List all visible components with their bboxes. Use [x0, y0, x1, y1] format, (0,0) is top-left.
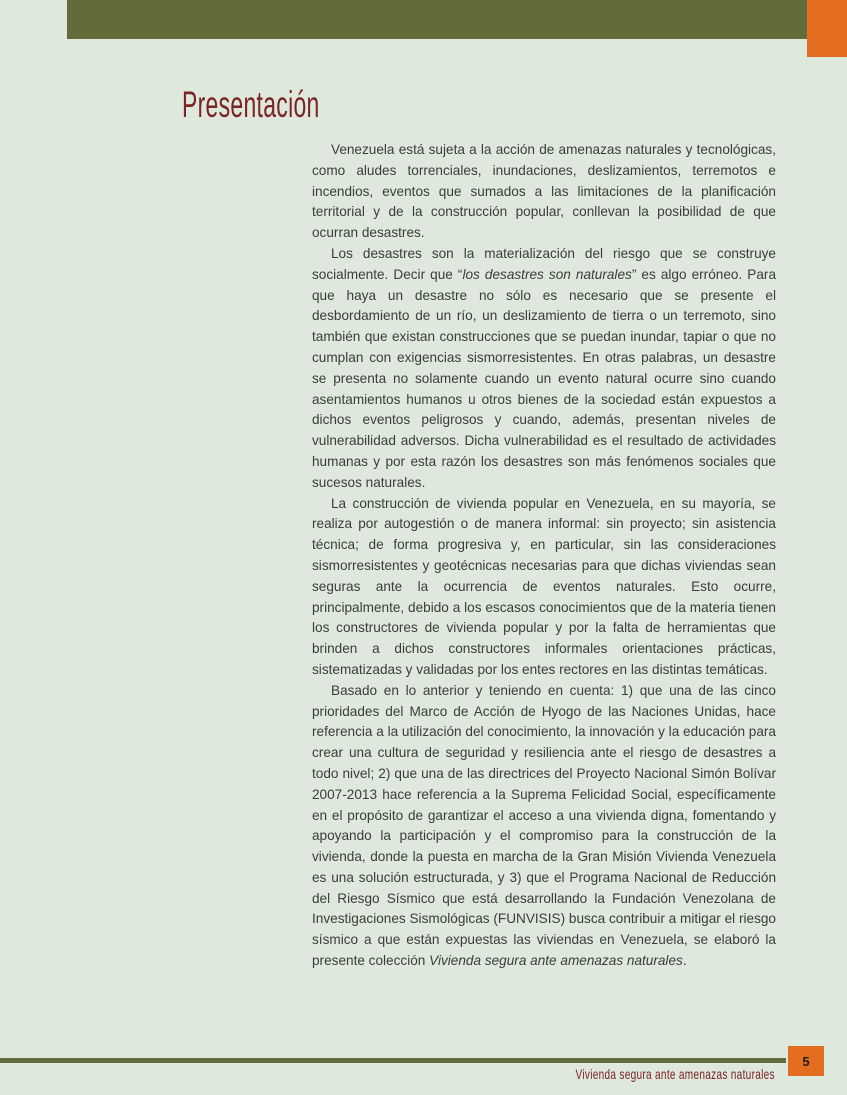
paragraph: La construcción de vivienda popular en Venezuela, en su mayoría, se realiza por autogestión o de manera informal: sin proyecto; sin asistencia técnica; de forma progresiva y, en particular, sin las consideraciones sismorresistentes y geotécnicas necesarias para que dichas viviendas sean seguras ante la ocurrencia de eventos naturales. Esto ocurre, principalmente, debido a los escasos conocimientos que de la materia tienen los constructores de vivienda popular y por la falta de herramientas que brinden a dichos constructores informales orientaciones prácticas, sistematizadas y validadas por los entes rectores en las distintas temáticas.: [312, 495, 776, 677]
footer-title: Vivienda segura ante amenazas naturales: [575, 1066, 775, 1082]
body-text: [312, 140, 776, 972]
paragraph: Basado en lo anterior y teniendo en cuenta: 1) que una de las cinco prioridades del Marco de Acción de Hyogo de las Naciones Unidas, hace referencia a la utilización del conocimiento, la innovación y la educación para crear una cultura de seguridad y resiliencia ante el riesgo de desastres a todo nivel; 2) que una de las directrices del Proyecto Nacional Simón Bolívar 2007-2013 hace referencia a la Suprema Felicidad Social, específicamente en el propósito de garantizar el acceso a una vivienda digna, fomentando y apoyando la participación y el compromiso para la construcción de la vivienda, donde la puesta en marcha de la Gran Misión Vivienda Venezuela es una solución estructurada, y 3) que el Programa Nacional de Reducción del Riesgo Sísmico que está desarrollando la Fundación Venezolana de Investigaciones Sismológicas (FUNVISIS) busca contribuir a mitigar el riesgo sísmico a que están expuestas las viviendas en Venezuela, se elaboró la presente colección Vivienda segura ante amenazas naturales.: [312, 682, 776, 969]
header-bar: [67, 0, 825, 39]
page-number: 5: [788, 1046, 824, 1076]
header-accent: [807, 0, 847, 57]
footer-rule: [0, 1058, 786, 1063]
page-title: Presentación: [182, 84, 320, 125]
paragraph: Los desastres son la materialización del riesgo que se construye socialmente. Decir que “los desastres son naturales” es algo erróneo. Para que haya un desastre no sólo es necesario que se presente el desbordamiento de un río, un deslizamiento de tierra o un terremoto, sino también que existan construcciones que se puedan inundar, tapiar o que no cumplan con exigencias sismorresistentes. En otras palabras, un desastre se presenta no solamente cuando un evento natural ocurre sino cuando asentamientos humanos u otros bienes de la sociedad están expuestos a dichos eventos peligrosos y cuando, además, presentan niveles de vulnerabilidad adversos. Dicha vulnerabilidad es el resultado de actividades humanas y por esta razón los desastres son más fenómenos sociales que sucesos naturales.: [312, 245, 777, 490]
paragraph: Venezuela está sujeta a la acción de amenazas naturales y tecnológicas, como aludes torrenciales, inundaciones, deslizamientos, terremotos e incendios, eventos que sumados a las limitaciones de la planificación territorial y de la construcción popular, conllevan la posibilidad de que ocurran desastres.: [312, 142, 776, 241]
